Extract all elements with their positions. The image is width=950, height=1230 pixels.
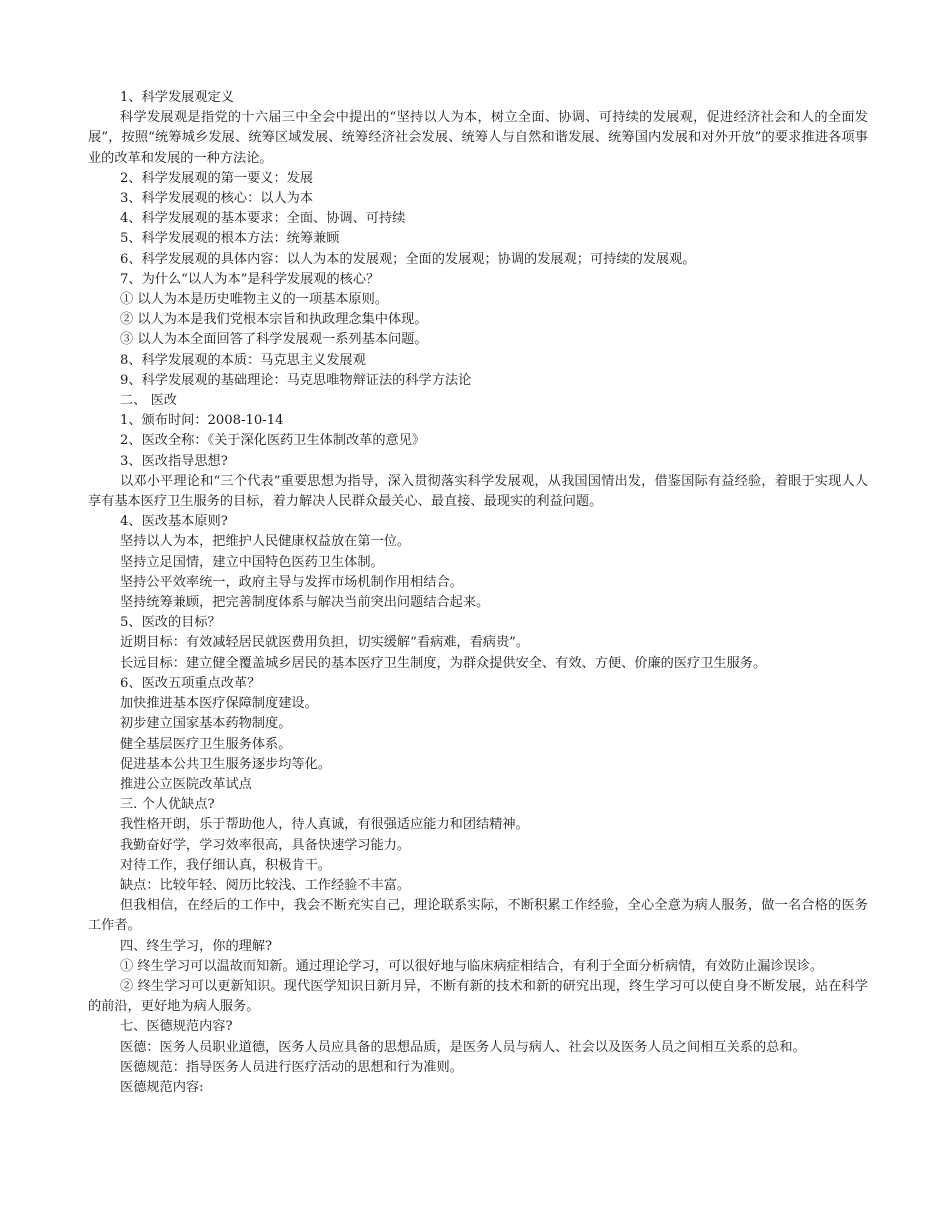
list-item: 1、颁布时间：2008-10-14: [120, 413, 284, 429]
list-item: 5、科学发展观的根本方法：统筹兼顾: [120, 231, 340, 247]
list-item: ① 以人为本是历史唯物主义的一项基本原则。: [120, 292, 388, 308]
paragraph: 医德规范：指导医务人员进行医疗活动的思想和行为准则。: [120, 1059, 463, 1075]
list-item: 4、科学发展观的基本要求：全面、协调、可持续: [120, 211, 406, 227]
paragraph: 以邓小平理论和“三个代表”重要思想为指导，深入贯彻落实科学发展观，从我国国情出发，借鉴国际有益经验，着眼于实现人人享有基本医疗卫生服务的目标，着力解决人民群众最关心、最直接、最现实的利益问题。: [88, 473, 868, 510]
list-item: 加快推进基本医疗保障制度建设。: [120, 696, 318, 712]
paragraph: 科学发展观是指党的十六届三中全会中提出的“坚持以人为本，树立全面、协调、可持续的发展观，促进经济社会和人的全面发展”，按照“统筹城乡发展、统筹区域发展、统筹经济社会发展、统筹人与自然和谐发展、统筹国内发展和对外开放”的要求推进各项事业的改革和发展的一种方法论。: [88, 110, 868, 166]
question: 3、医改指导思想?: [120, 453, 228, 469]
list-item: 对待工作，我仔细认真，积极肯干。: [120, 857, 331, 873]
list-item: 9、科学发展观的基础理论：马克思唯物辩证法的科学方法论: [120, 372, 472, 388]
list-item: 3、科学发展观的核心：以人为本: [120, 191, 314, 207]
paragraph: 医德：医务人员职业道德，医务人员应具备的思想品质，是医务人员与病人、社会以及医务人员之间相互关系的总和。: [120, 1039, 806, 1055]
list-item: 坚持以人为本，把维护人民健康权益放在第一位。: [120, 534, 411, 550]
section-heading: 四、终生学习，你的理解?: [120, 938, 273, 954]
list-item: 推进公立医院改革试点: [120, 776, 252, 792]
section-heading: 七、医德规范内容?: [120, 1019, 233, 1035]
list-item: 我勤奋好学，学习效率很高，具备快速学习能力。: [120, 837, 411, 853]
list-item: 2、科学发展观的第一要义：发展: [120, 170, 314, 186]
list-item: 初步建立国家基本药物制度。: [120, 716, 292, 732]
list-item: 医德规范内容:: [120, 1079, 204, 1095]
list-item: 6、科学发展观的具体内容：以人为本的发展观；全面的发展观；协调的发展观；可持续的发展观。: [120, 251, 696, 267]
list-item: 缺点：比较年轻、阅历比较浅、工作经验不丰富。: [120, 877, 411, 893]
list-item: ③ 以人为本全面回答了科学发展观一系列基本问题。: [120, 332, 428, 348]
section-heading: 1、科学发展观定义: [120, 90, 234, 105]
question: 5、医改的目标？: [120, 615, 221, 631]
paragraph: ② 终生学习可以更新知识。现代医学知识日新月异，不断有新的技术和新的研究出现，终生学习可以使自身不断发展，站在科学的前沿，更好地为病人服务。: [88, 978, 868, 1015]
list-item: 坚持立足国情，建立中国特色医药卫生体制。: [120, 554, 384, 570]
paragraph: 但我相信，在经后的工作中，我会不断充实自己，理论联系实际，不断积累工作经验，全心全意为病人服务，做一名合格的医务工作者。: [88, 898, 868, 934]
list-item: 2、医改全称：《关于深化医药卫生体制改革的意见》: [120, 433, 426, 449]
list-item: 近期目标：有效减轻居民就医费用负担，切实缓解“看病难，看病贵”。: [120, 635, 530, 651]
list-item: 8、科学发展观的本质：马克思主义发展观: [120, 352, 366, 368]
list-item: 坚持统筹兼顾，把完善制度体系与解决当前突出问题结合起来。: [120, 595, 490, 611]
list-item: 我性格开朗，乐于帮助他人，待人真诚，有很强适应能力和团结精神。: [120, 817, 529, 833]
paragraph: ① 终生学习可以温故而知新。通过理论学习，可以很好地与临床病症相结合，有利于全面分析病情，有效防止漏诊误诊。: [120, 958, 824, 974]
list-item: 健全基层医疗卫生服务体系。: [120, 736, 292, 752]
question: 7、为什么“以人为本”是科学发展观的核心？: [120, 271, 380, 287]
document-body: [88, 88, 868, 1098]
paragraph: 长远目标：建立健全覆盖城乡居民的基本医疗卫生制度，为群众提供安全、有效、方便、价廉的医疗卫生服务。: [120, 655, 767, 671]
section-heading: 二、 医改: [120, 393, 177, 409]
list-item: ② 以人为本是我们党根本宗旨和执政理念集中体现。: [120, 312, 428, 328]
list-item: 坚持公平效率统一，政府主导与发挥市场机制作用相结合。: [120, 574, 463, 590]
section-heading: 三. 个人优缺点?: [120, 797, 215, 813]
question: 4、医改基本原则?: [120, 514, 228, 530]
question: 6、医改五项重点改革？: [120, 675, 261, 691]
list-item: 促进基本公共卫生服务逐步均等化。: [120, 756, 331, 772]
